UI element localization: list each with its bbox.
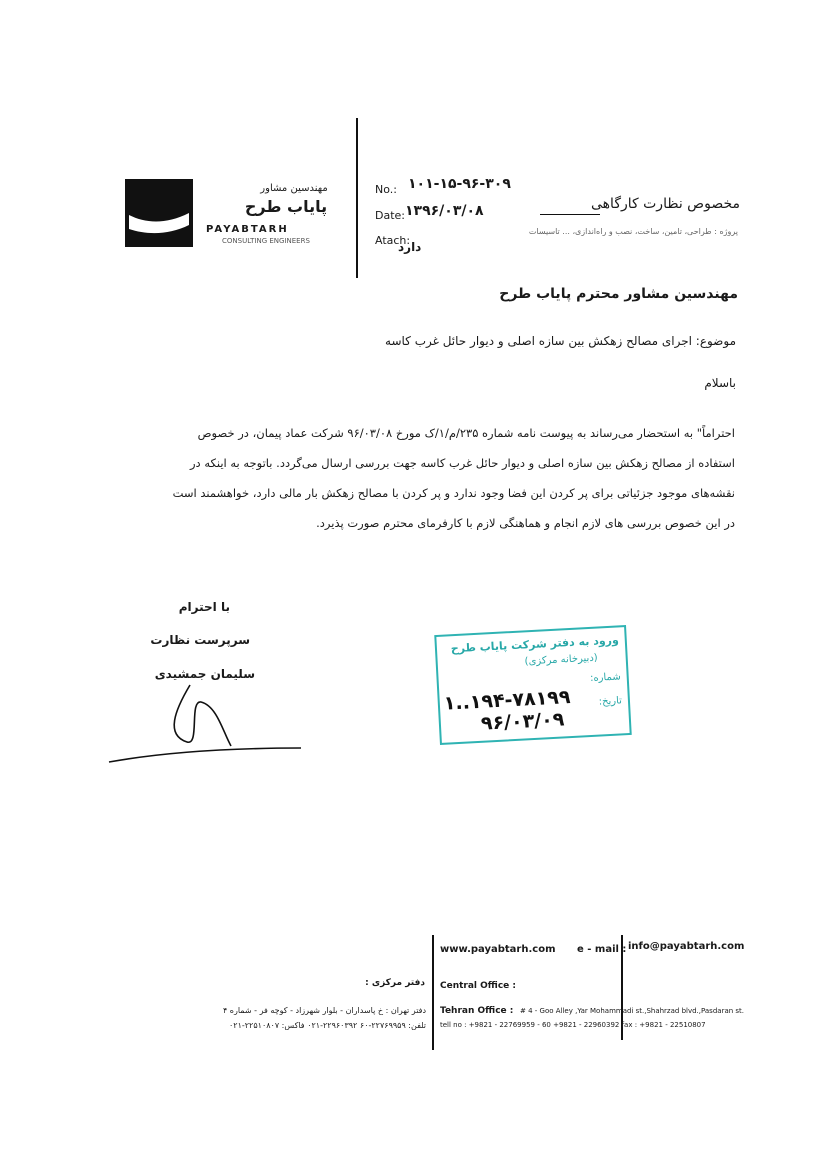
logo-mark xyxy=(125,179,193,247)
office-title-underline xyxy=(540,214,600,215)
logo-subtitle-en: CONSULTING ENGINEERS xyxy=(222,237,310,245)
letter-paragraph xyxy=(120,418,735,538)
ref-number-value: ۱۰۱-۱۵-۹۶-۳۰۹ xyxy=(408,176,511,192)
stamp-subtitle: (دبیرخانه مرکزی) xyxy=(524,652,598,668)
stamp-title: ورود به دفتر شرکت پایاب طرح xyxy=(450,633,620,656)
paragraph-line: نقشه‌های موجود جزئیاتی برای پر کردن این فضا وجود ندارد و پر کردن با مصالح زهکش بار مالی دارد، خواهشمند است xyxy=(172,486,735,500)
letter-subject: موضوع: اجرای مصالح زهکش بین سازه اصلی و دیوار حائل غرب کاسه xyxy=(385,334,736,348)
ref-date-label: Date: xyxy=(375,209,405,222)
footer-email-label: e - mail : xyxy=(577,944,627,955)
footer-tel-en: tell no : +9821 - 22769959 - 60 +9821 - 22960392 fax : +9821 - 22510807 xyxy=(440,1021,706,1029)
footer-divider-left xyxy=(432,935,434,1050)
footer-tehran-address-fa: دفتر تهران : خ پاسداران - بلوار شهرزاد - کوچه فر - شماره ۴ xyxy=(222,1006,426,1015)
incoming-stamp xyxy=(434,625,631,745)
logo-name-fa: پایاب طرح xyxy=(244,197,328,216)
paragraph-line: استفاده از مصالح زهکش بین سازه اصلی و دیوار حائل غرب کاسه جهت بررسی ارسال می‌گردد. باتوجه به اینکه در xyxy=(190,456,735,470)
logo-name-en: PAYABTARH xyxy=(206,224,289,235)
signature-title: سرپرست نظارت xyxy=(150,633,250,647)
ref-date-value: ۱۳۹۶/۰۳/۰۸ xyxy=(405,203,484,219)
ref-attach-value: دارد xyxy=(398,240,422,254)
logo-wave-icon xyxy=(125,179,193,247)
signature-name: سلیمان جمشیدی xyxy=(154,667,255,681)
office-title: مخصوص نظارت کارگاهی xyxy=(591,196,740,212)
header-divider xyxy=(356,118,358,278)
signature-closing: با احترام xyxy=(178,600,230,614)
paragraph-line: در این خصوص بررسی های لازم انجام و هماهنگی لازم با کارفرمای محترم صورت پذیرد. xyxy=(316,516,735,530)
stamp-number-value: ۱..۱۹۴-۷۸۱۹۹ xyxy=(443,686,571,715)
footer-central-office-en: Central Office : xyxy=(440,981,517,991)
letter-recipient: مهندسین مشاور محترم پایاب طرح xyxy=(499,286,738,302)
footer-email-value[interactable]: info@payabtarh.com xyxy=(628,941,745,952)
office-subtitle: پروژه : طراحی، تامین، ساخت، نصب و راه‌اندازی، ... تاسیسات xyxy=(528,227,738,236)
footer-tehran-office-address: # 4 - Goo Alley ,Yar Mohammadi st.,Shahrzad blvd.,Pasdaran st. xyxy=(520,1007,745,1015)
footer-phones-fa: تلفن: ۲۲۷۶۹۹۵۹-۶۰ ۲۲۹۶۰۳۹۲-۰۲۱ فاکس: ۲۲۵۱۰۸۰۷-۰۲۱ xyxy=(228,1021,426,1030)
paragraph-line: احتراماً" به استحضار می‌رساند به پیوست نامه شماره ۲۳۵/م/۱/ک مورخ ۹۶/۰۳/۰۸ شرکت عماد پیمان، در خصوص xyxy=(197,426,735,440)
footer-website[interactable]: www.payabtarh.com xyxy=(440,944,556,955)
logo-name-fa-top: مهندسین مشاور xyxy=(260,183,328,194)
ref-number-label: No.: xyxy=(375,183,397,196)
stamp-date-value: ۹۶/۰۳/۰۹ xyxy=(480,708,565,735)
footer-tehran-office-label: Tehran Office : xyxy=(440,1006,514,1016)
handwritten-signature-icon xyxy=(105,680,305,770)
letter-greeting: باسلام xyxy=(704,376,736,390)
stamp-number-label: شماره: xyxy=(589,671,621,684)
stamp-date-label: تاریخ: xyxy=(598,695,623,708)
ref-attach-label: Atach: xyxy=(375,234,411,247)
footer-central-office-fa: دفتر مرکزی : xyxy=(365,978,425,988)
